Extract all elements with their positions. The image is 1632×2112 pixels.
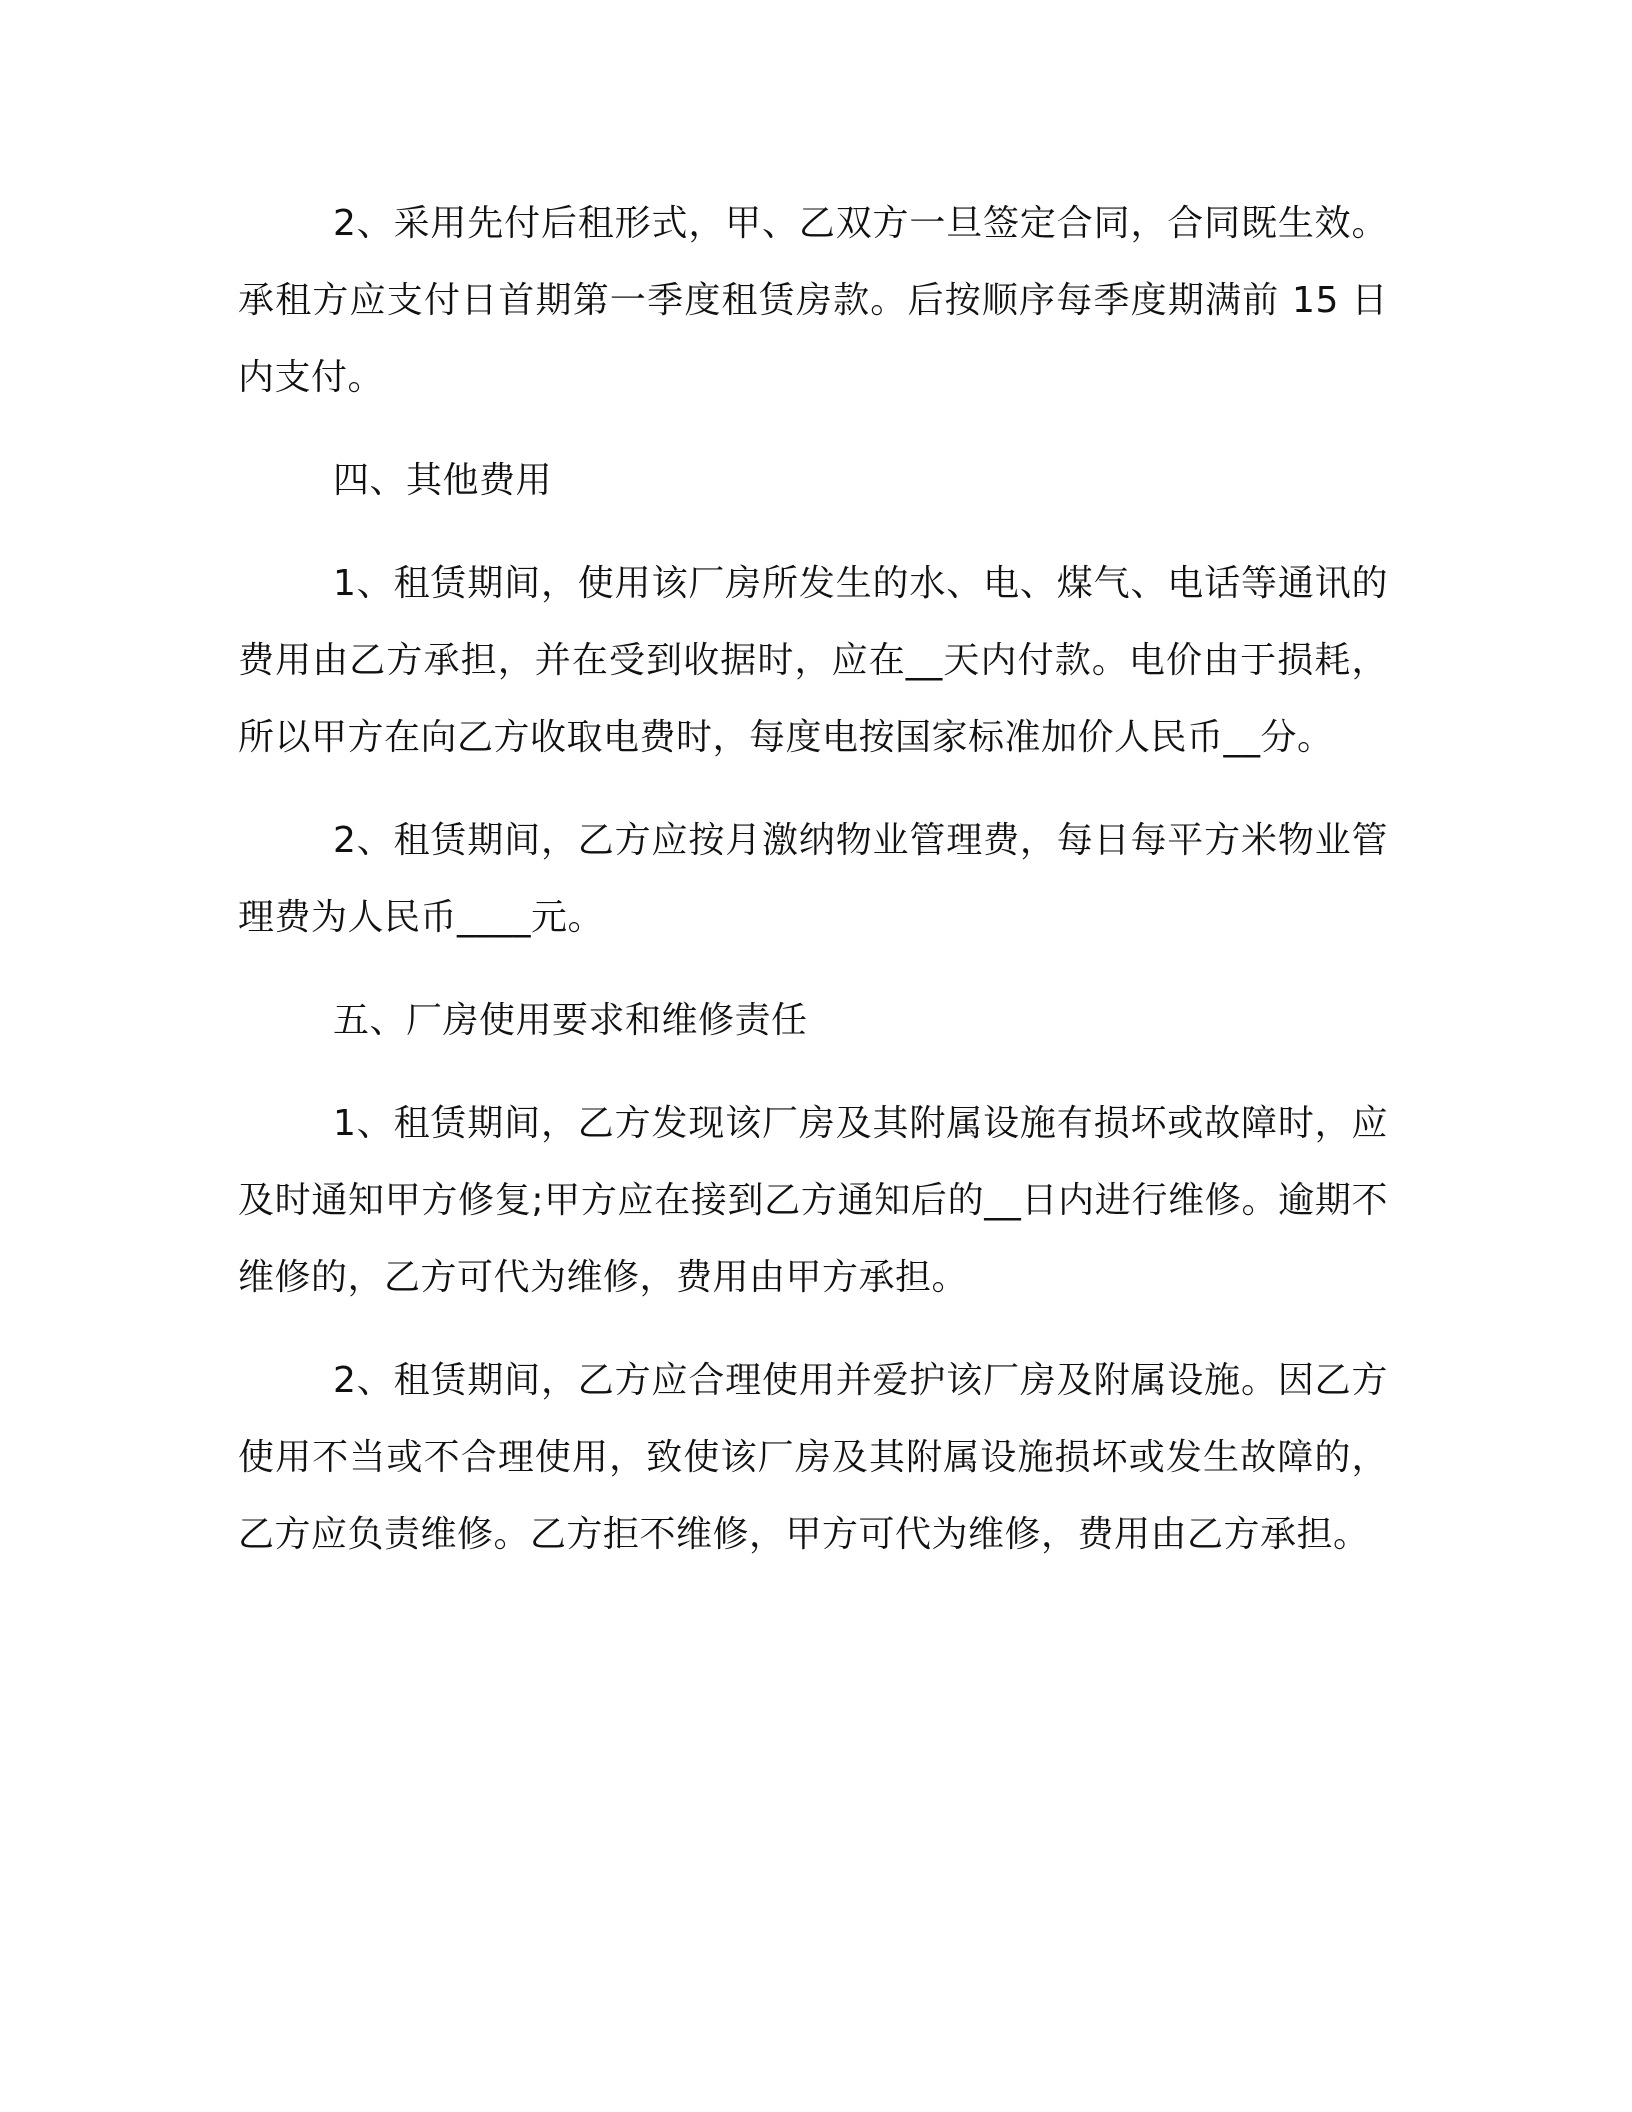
paragraph-payment-method: 2、采用先付后租形式，甲、乙双方一旦签定合同，合同既生效。承租方应支付日首期第一季度租赁房款。后按顺序每季度期满前 15 日内支付。	[238, 203, 1388, 398]
paragraph-property-management-fee: 2、租赁期间，乙方应按月激纳物业管理费，每日每平方米物业管理费为人民币____元。	[238, 820, 1388, 938]
paragraph-utility-fees: 1、租赁期间，使用该厂房所发生的水、电、煤气、电话等通讯的费用由乙方承担，并在受到收据时，应在__天内付款。电价由于损耗，所以甲方在向乙方收取电费时，每度电按国家标准加价人民币__分。	[238, 563, 1388, 758]
paragraph-damage-notification: 1、租赁期间，乙方发现该厂房及其附属设施有损坏或故障时，应及时通知甲方修复;甲方应在接到乙方通知后的__日内进行维修。逾期不维修的，乙方可代为维修，费用由甲方承担。	[238, 1103, 1388, 1298]
section-heading-usage-maintenance: 五、厂房使用要求和维修责任	[333, 1000, 808, 1041]
document-body	[238, 185, 1388, 1599]
paragraph-proper-use: 2、租赁期间，乙方应合理使用并爱护该厂房及附属设施。因乙方使用不当或不合理使用，致使该厂房及其附属设施损坏或发生故障的，乙方应负责维修。乙方拒不维修，甲方可代为维修，费用由乙方承担。	[238, 1360, 1388, 1555]
section-heading-other-fees: 四、其他费用	[333, 460, 553, 501]
